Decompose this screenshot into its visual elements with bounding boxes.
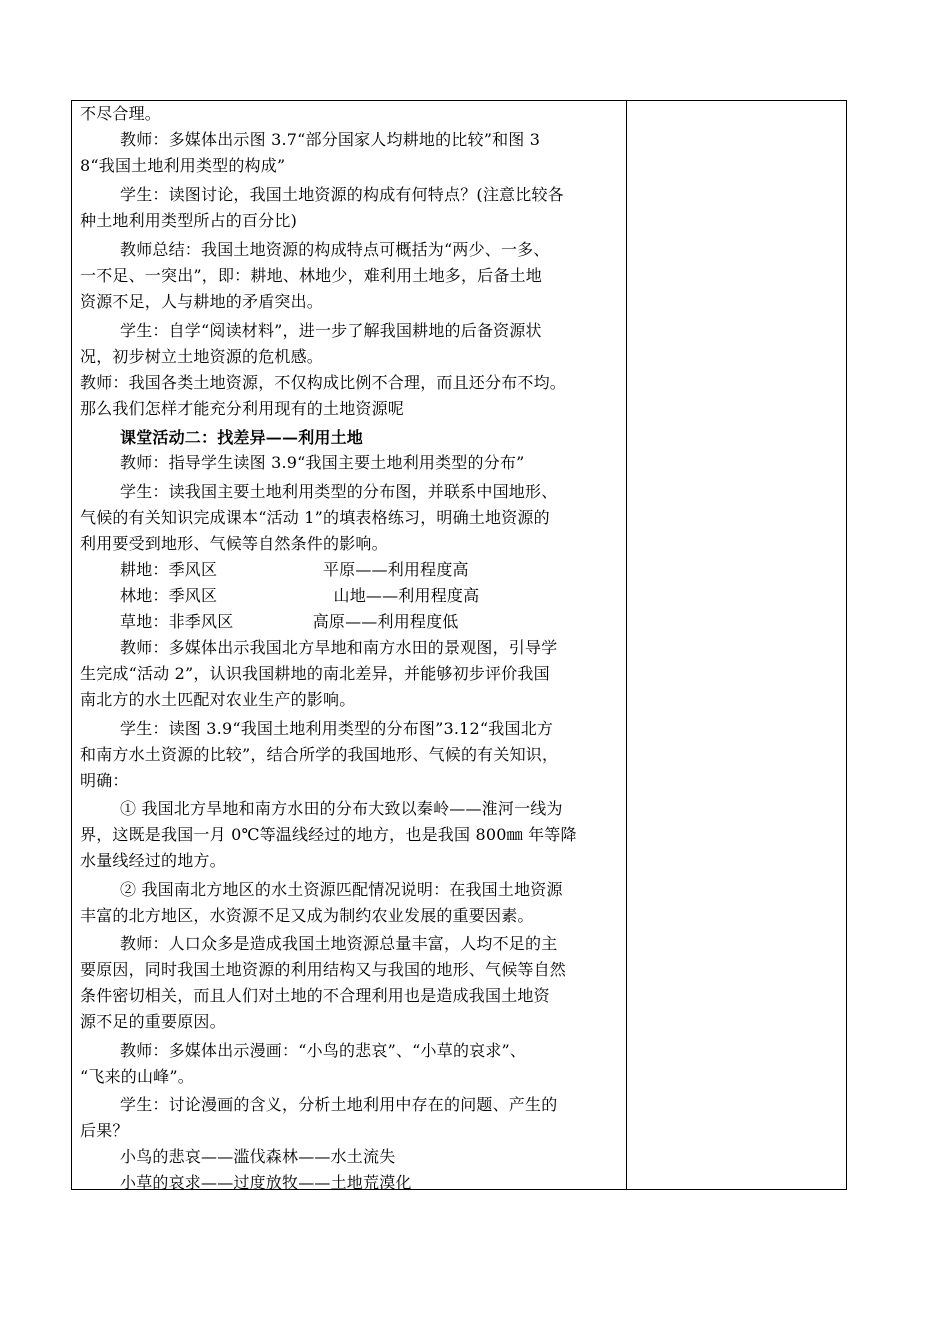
text-line: 要原因，同时我国土地资源的利用结构又与我国的地形、气候等自然: [80, 960, 567, 979]
text-line: 教师：多媒体出示我国北方旱地和南方水田的景观图，引导学: [120, 638, 558, 657]
text-line: 不尽合理。: [80, 104, 162, 123]
text-line: 丰富的北方地区，水资源不足又成为制约农业发展的重要因素。: [80, 906, 534, 925]
text-line: 学生：读图讨论，我国土地资源的构成有何特点？(注意比较各: [120, 185, 564, 204]
text-line: 南北方的水土匹配对农业生产的影响。: [80, 690, 356, 709]
text-line: 那么我们怎样才能充分利用现有的土地资源呢: [80, 399, 405, 418]
consequence-row: 小鸟的悲哀——滥伐森林——水土流失: [120, 1147, 396, 1166]
text-line: 后果？: [80, 1121, 129, 1140]
text-line: 况，初步树立土地资源的危机感。: [80, 347, 324, 366]
section-heading: 课堂活动二：找差异——利用土地: [120, 428, 364, 447]
text-line: 界，这既是我国一月 0℃等温线经过的地方，也是我国 800㎜ 年等降: [80, 825, 577, 844]
text-line: 学生：读我国主要土地利用类型的分布图，并联系中国地形、: [120, 482, 558, 501]
text-line: 教师：多媒体出示漫画：“小鸟的悲哀”、“小草的哀求”、: [120, 1041, 527, 1060]
text-line: 种土地利用类型所占的百分比): [80, 211, 298, 230]
text-line: ① 我国北方旱地和南方水田的分布大致以秦岭——淮河一线为: [120, 799, 563, 818]
text-line: 学生：读图 3.9“我国土地利用类型的分布图”3.12“我国北方: [120, 719, 554, 738]
text-line: 资源不足，人与耕地的矛盾突出。: [80, 292, 324, 311]
text-line: 教师：我国各类土地资源，不仅构成比例不合理，而且还分布不均。: [80, 373, 567, 392]
land-type-row: 耕地：季风区 平原——利用程度高: [120, 560, 469, 579]
text-line: 生完成“活动 2”，认识我国耕地的南北差异，并能够初步评价我国: [80, 664, 550, 683]
land-type-row: 林地：季风区 山地——利用程度高: [120, 586, 480, 605]
land-type-row: 草地：非季风区 高原——利用程度低: [120, 612, 459, 631]
text-line: 利用要受到地形、气候等自然条件的影响。: [80, 534, 388, 553]
text-line: 条件密切相关，而且人们对土地的不合理利用也是造成我国土地资: [80, 986, 550, 1005]
text-line: 气候的有关知识完成课本“活动 1”的填表格练习，明确土地资源的: [80, 508, 550, 527]
text-line: 和南方水土资源的比较”，结合所学的我国地形、气候的有关知识，: [80, 745, 559, 764]
text-line: ② 我国南北方地区的水土资源匹配情况说明：在我国土地资源: [120, 880, 563, 899]
column-divider: [626, 100, 627, 1190]
text-line: 学生：讨论漫画的含义，分析土地利用中存在的问题、产生的: [120, 1095, 558, 1114]
text-line: 一不足、一突出”，即：耕地、林地少，难利用土地多，后备土地: [80, 266, 542, 285]
text-line: 明确：: [80, 771, 129, 790]
text-line: 水量线经过的地方。: [80, 851, 226, 870]
text-line: 8“我国土地利用类型的构成”: [80, 156, 286, 175]
text-line: 源不足的重要原因。: [80, 1012, 226, 1031]
text-line: 教师：指导学生读图 3.9“我国主要土地利用类型的分布”: [120, 453, 525, 472]
text-line: 学生：自学“阅读材料”，进一步了解我国耕地的后备资源状: [120, 321, 542, 340]
text-line: “飞来的山峰”。: [80, 1067, 194, 1086]
consequence-row: 小草的哀求——过度放牧——土地荒漠化: [120, 1173, 412, 1192]
text-line: 教师总结：我国土地资源的构成特点可概括为“两少、一多、: [120, 240, 550, 259]
text-line: 教师：人口众多是造成我国土地资源总量丰富，人均不足的主: [120, 934, 558, 953]
text-line: 教师：多媒体出示图 3.7“部分国家人均耕地的比较”和图 3: [120, 130, 541, 149]
